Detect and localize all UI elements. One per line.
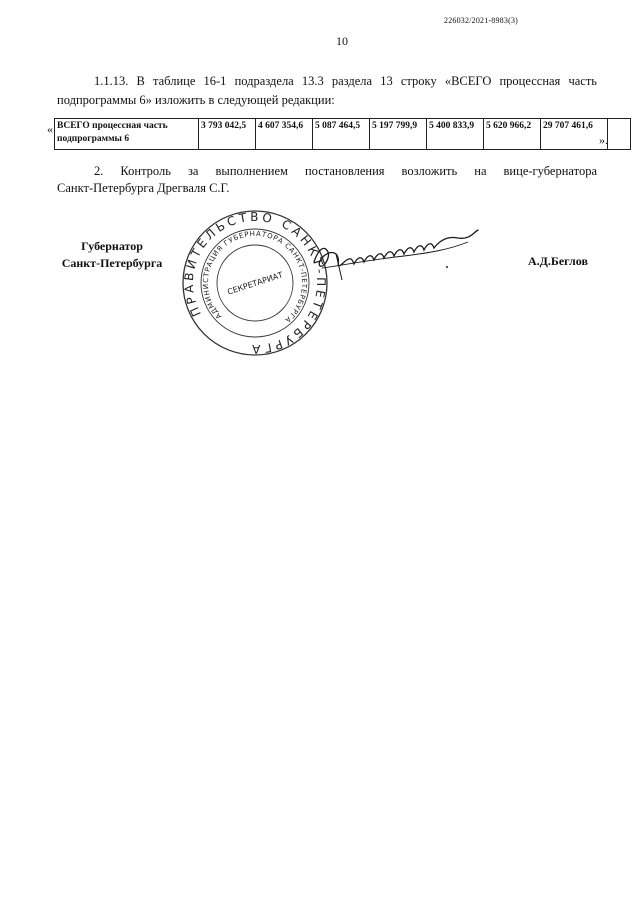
close-quote: ». (599, 133, 608, 147)
value-cell-4: 5 197 799,9 (370, 119, 427, 150)
open-quote: « (47, 122, 53, 136)
row-label: ВСЕГО процессная часть подпрограммы 6 (55, 119, 199, 150)
value-cell-1: 3 793 042,5 (199, 119, 256, 150)
table-row (54, 118, 631, 150)
handwritten-signature (308, 222, 483, 282)
document-number: 226032/2021-8983(3) (444, 16, 519, 25)
empty-cell (608, 119, 631, 150)
page-number: 10 (336, 34, 348, 48)
signatory-title-line-1: Губернатор (81, 239, 143, 253)
paragraph-2 (57, 163, 597, 197)
paragraph-2-line-2: Санкт-Петербурга Дрегваля С.Г. (57, 181, 230, 195)
seal-outer-text: ПРАВИТЕЛЬСТВО САНКТ-ПЕТЕРБУРГА (181, 209, 329, 357)
signatory-title (57, 238, 167, 272)
signature-dot (446, 266, 448, 268)
value-cell-5: 5 400 833,9 (427, 119, 484, 150)
seal-inner-text: АДМИНИСТРАЦИЯ ГУБЕРНАТОРА САНКТ-ПЕТЕРБУРГА (201, 229, 309, 325)
value-cell-2: 4 607 354,6 (256, 119, 313, 150)
value-cell-6: 5 620 966,2 (484, 119, 541, 150)
value-cell-3: 5 087 464,5 (313, 119, 370, 150)
signatory-title-line-2: Санкт-Петербурга (61, 256, 163, 270)
paragraph-1-1-13: 1.1.13. В таблице 16-1 подраздела 13.3 раздела 13 строку «ВСЕГО процессная часть подпрограммы 6» изложить в следующей редакции: (57, 74, 597, 107)
paragraph-2-line-1: 2. Контроль за выполнением постановления возложить на вице-губернатора (94, 164, 597, 178)
seal-center-text: СЕКРЕТАРИАТ (226, 270, 284, 297)
value-cell-total: 29 707 461,6 (541, 119, 608, 150)
signatory-name: А.Д.Беглов (528, 254, 588, 268)
